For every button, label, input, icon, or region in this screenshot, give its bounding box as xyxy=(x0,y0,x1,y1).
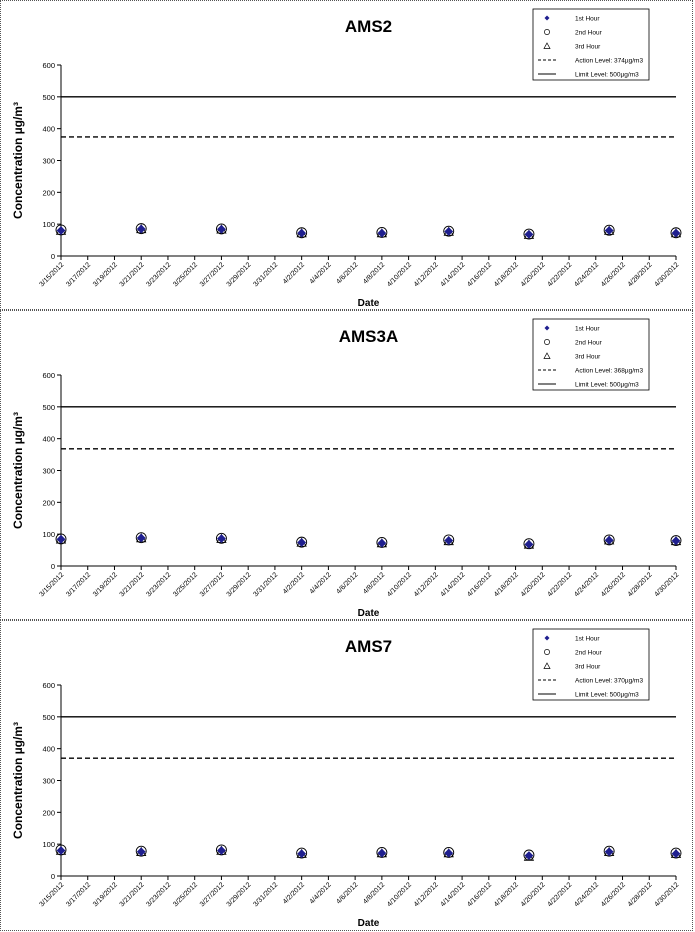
data-point xyxy=(525,540,533,548)
x-tick-label: 3/29/2012 xyxy=(225,261,253,289)
legend xyxy=(533,319,649,390)
x-tick-label: 4/6/2012 xyxy=(335,261,360,286)
x-tick-label: 3/15/2012 xyxy=(38,261,66,289)
y-axis-label: Concentration µg/m³ xyxy=(11,722,25,839)
x-axis-label: Date xyxy=(357,298,380,309)
x-tick-label: 3/25/2012 xyxy=(172,881,200,909)
x-tick-label: 3/17/2012 xyxy=(65,571,93,599)
data-point xyxy=(605,848,613,856)
data-point xyxy=(137,534,145,542)
y-tick-label: 0 xyxy=(50,562,55,571)
data-point xyxy=(445,849,453,857)
y-tick-label: 600 xyxy=(42,681,55,690)
legend-label: 1st Hour xyxy=(575,635,600,643)
data-point xyxy=(605,536,613,544)
y-axis-label: Concentration µg/m³ xyxy=(11,412,25,529)
x-tick-label: 4/12/2012 xyxy=(412,881,440,909)
y-tick-label: 100 xyxy=(42,840,55,850)
x-tick-label: 4/24/2012 xyxy=(573,881,601,909)
y-tick-label: 500 xyxy=(42,402,55,412)
x-tick-label: 4/30/2012 xyxy=(653,261,681,289)
y-tick-label: 400 xyxy=(42,124,55,134)
chart-panel-ams7 xyxy=(0,620,693,931)
x-axis-label: Date xyxy=(357,608,380,619)
series-1 xyxy=(57,534,680,548)
x-tick-label: 3/25/2012 xyxy=(172,571,200,599)
x-tick-label: 4/18/2012 xyxy=(492,571,520,599)
y-tick-label: 0 xyxy=(50,252,55,261)
y-tick-label: 300 xyxy=(42,466,55,476)
x-tick-label: 4/26/2012 xyxy=(599,881,627,909)
chart-svg xyxy=(1,1,694,311)
data-point xyxy=(298,538,306,546)
series-2 xyxy=(56,224,681,239)
x-tick-label: 4/24/2012 xyxy=(573,571,601,599)
chart-panel-ams3a xyxy=(0,310,693,620)
x-tick-label: 4/22/2012 xyxy=(546,571,574,599)
x-tick-label: 3/27/2012 xyxy=(198,261,226,289)
series-1 xyxy=(57,847,680,860)
x-tick-label: 4/6/2012 xyxy=(335,881,360,906)
legend-label: 1st Hour xyxy=(575,325,600,333)
data-point xyxy=(525,230,533,238)
y-tick-label: 400 xyxy=(42,744,55,754)
x-tick-label: 4/16/2012 xyxy=(466,881,494,909)
y-tick-label: 400 xyxy=(42,434,55,444)
x-tick-label: 4/8/2012 xyxy=(362,571,387,596)
x-tick-label: 3/19/2012 xyxy=(91,261,119,289)
chart-title: AMS7 xyxy=(344,637,393,656)
x-tick-label: 4/28/2012 xyxy=(626,261,654,289)
x-tick-label: 4/4/2012 xyxy=(308,571,333,596)
x-tick-label: 3/21/2012 xyxy=(118,261,146,289)
y-tick-label: 0 xyxy=(50,872,55,881)
data-point xyxy=(217,225,225,233)
y-tick-label: 500 xyxy=(42,92,55,102)
x-tick-label: 4/26/2012 xyxy=(599,571,627,599)
legend-label: 3rd Hour xyxy=(575,663,601,671)
chart-svg xyxy=(1,621,694,932)
legend-label: 3rd Hour xyxy=(575,43,601,51)
x-tick-label: 4/2/2012 xyxy=(281,261,307,286)
data-point xyxy=(445,227,453,235)
data-point xyxy=(137,848,145,856)
legend-label: Action Level: 374µg/m3 xyxy=(575,57,644,65)
x-tick-label: 4/2/2012 xyxy=(281,571,307,596)
x-tick-label: 4/2/2012 xyxy=(281,881,307,906)
x-tick-label: 4/4/2012 xyxy=(308,261,333,286)
x-tick-label: 3/27/2012 xyxy=(198,571,226,599)
data-point xyxy=(298,850,306,858)
legend xyxy=(533,9,649,80)
x-tick-label: 4/22/2012 xyxy=(546,881,574,909)
y-tick-label: 200 xyxy=(42,188,55,198)
x-tick-label: 4/14/2012 xyxy=(439,881,467,909)
chart-svg xyxy=(1,311,694,621)
x-tick-label: 4/18/2012 xyxy=(492,261,520,289)
x-tick-label: 3/29/2012 xyxy=(225,571,253,599)
x-tick-label: 4/30/2012 xyxy=(653,571,681,599)
x-tick-label: 4/10/2012 xyxy=(386,261,414,289)
data-point xyxy=(298,229,306,237)
x-tick-label: 4/12/2012 xyxy=(412,261,440,289)
legend-label: Limit Level: 500µg/m3 xyxy=(575,381,639,389)
legend-label: Action Level: 370µg/m3 xyxy=(575,677,644,685)
data-point xyxy=(137,225,145,233)
x-tick-label: 4/20/2012 xyxy=(519,881,547,909)
x-tick-label: 3/23/2012 xyxy=(145,571,173,599)
x-tick-label: 4/20/2012 xyxy=(519,261,547,289)
data-point xyxy=(525,852,533,860)
legend-label: 2nd Hour xyxy=(575,649,602,657)
x-tick-label: 4/10/2012 xyxy=(386,881,414,909)
series-3 xyxy=(57,225,681,239)
data-point xyxy=(378,229,386,237)
x-tick-label: 4/8/2012 xyxy=(362,881,387,906)
x-tick-label: 3/31/2012 xyxy=(252,881,280,909)
x-tick-label: 4/24/2012 xyxy=(573,261,601,289)
series-3 xyxy=(57,846,681,860)
chart-panel-ams2 xyxy=(0,0,693,310)
x-tick-label: 4/18/2012 xyxy=(492,881,520,909)
x-tick-label: 3/17/2012 xyxy=(65,261,93,289)
data-point xyxy=(672,537,680,545)
x-tick-label: 4/20/2012 xyxy=(519,571,547,599)
x-tick-label: 3/29/2012 xyxy=(225,881,253,909)
data-point xyxy=(672,850,680,858)
data-point xyxy=(445,537,453,545)
x-tick-label: 4/26/2012 xyxy=(599,261,627,289)
legend xyxy=(533,629,649,700)
x-tick-label: 4/8/2012 xyxy=(362,261,387,286)
x-tick-label: 3/23/2012 xyxy=(145,261,173,289)
x-tick-label: 4/30/2012 xyxy=(653,881,681,909)
chart-title: AMS3A xyxy=(338,327,399,346)
y-axis-label: Concentration µg/m³ xyxy=(11,102,25,219)
x-tick-label: 3/23/2012 xyxy=(145,881,173,909)
x-tick-label: 4/16/2012 xyxy=(466,261,494,289)
x-tick-label: 3/25/2012 xyxy=(172,261,200,289)
legend-label: 2nd Hour xyxy=(575,339,602,347)
x-tick-label: 3/31/2012 xyxy=(252,571,280,599)
x-tick-label: 4/14/2012 xyxy=(439,261,467,289)
x-tick-label: 4/28/2012 xyxy=(626,571,654,599)
x-tick-label: 4/16/2012 xyxy=(466,571,494,599)
x-tick-label: 3/21/2012 xyxy=(118,881,146,909)
x-tick-label: 4/6/2012 xyxy=(335,571,360,596)
legend-label: 3rd Hour xyxy=(575,353,601,361)
data-point xyxy=(378,849,386,857)
series-1 xyxy=(57,225,680,238)
series-2 xyxy=(56,533,681,549)
data-point xyxy=(57,227,65,235)
legend-label: 1st Hour xyxy=(575,15,600,23)
legend-label: Action Level: 368µg/m3 xyxy=(575,367,644,375)
legend-label: 2nd Hour xyxy=(575,29,602,37)
y-tick-label: 600 xyxy=(42,371,55,380)
series-2 xyxy=(56,845,681,860)
data-point xyxy=(57,535,65,543)
y-tick-label: 100 xyxy=(42,530,55,540)
y-tick-label: 300 xyxy=(42,156,55,166)
x-tick-label: 3/31/2012 xyxy=(252,261,280,289)
legend-label: Limit Level: 500µg/m3 xyxy=(575,691,639,699)
x-tick-label: 3/15/2012 xyxy=(38,881,66,909)
data-point xyxy=(605,227,613,235)
data-point xyxy=(672,229,680,237)
x-axis-label: Date xyxy=(357,918,380,929)
x-tick-label: 3/19/2012 xyxy=(91,881,119,909)
y-tick-label: 300 xyxy=(42,776,55,786)
legend-label: Limit Level: 500µg/m3 xyxy=(575,71,639,79)
x-tick-label: 3/19/2012 xyxy=(91,571,119,599)
x-tick-label: 4/10/2012 xyxy=(386,571,414,599)
x-tick-label: 3/17/2012 xyxy=(65,881,93,909)
y-tick-label: 100 xyxy=(42,220,55,230)
series-3 xyxy=(57,534,681,548)
data-point xyxy=(57,847,65,855)
data-point xyxy=(217,535,225,543)
y-tick-label: 500 xyxy=(42,712,55,722)
x-tick-label: 4/12/2012 xyxy=(412,571,440,599)
x-tick-label: 4/14/2012 xyxy=(439,571,467,599)
x-tick-label: 3/15/2012 xyxy=(38,571,66,599)
y-tick-label: 200 xyxy=(42,808,55,818)
data-point xyxy=(217,847,225,855)
x-tick-label: 4/28/2012 xyxy=(626,881,654,909)
x-tick-label: 3/21/2012 xyxy=(118,571,146,599)
y-tick-label: 200 xyxy=(42,498,55,508)
chart-title: AMS2 xyxy=(344,17,393,36)
data-point xyxy=(378,539,386,547)
x-tick-label: 4/4/2012 xyxy=(308,881,333,906)
y-tick-label: 600 xyxy=(42,61,55,70)
x-tick-label: 4/22/2012 xyxy=(546,261,574,289)
x-tick-label: 3/27/2012 xyxy=(198,881,226,909)
